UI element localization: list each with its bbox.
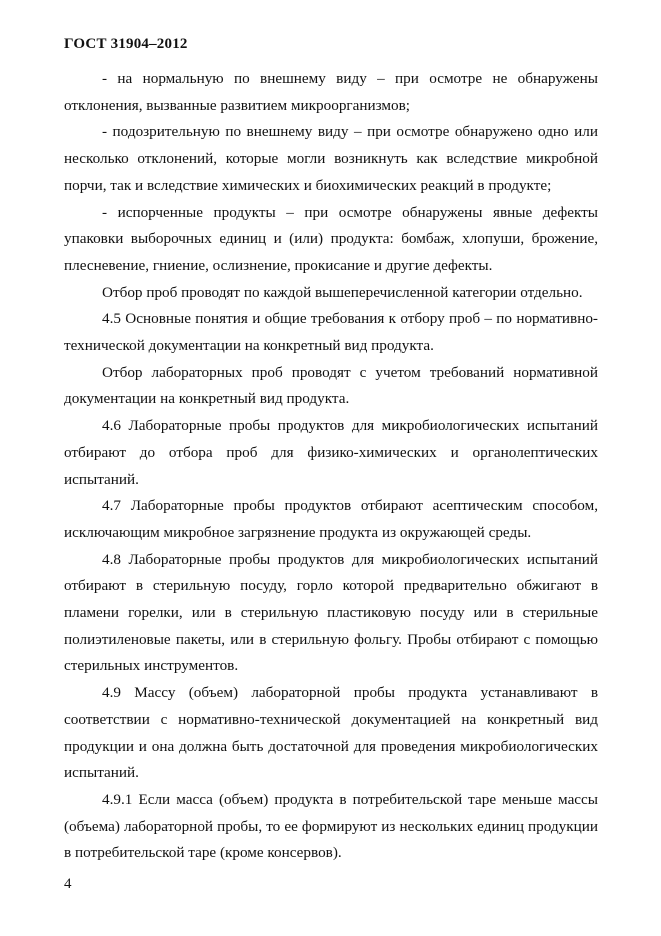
- paragraph-sampling-by-category: Отбор проб проводят по каждой вышеперечисленной категории отдельно.: [102, 283, 583, 301]
- document-body: [64, 66, 598, 867]
- paragraph-lab-sampling: Отбор лабораторных проб проводят с учетом требований нормативной документации на конкретный вид продукта.: [64, 363, 598, 408]
- paragraph-spoiled-category: - испорченные продукты – при осмотре обнаружены явные дефекты упаковки выборочных единиц и (или) продукта: бомбаж, хлопуши, брожение, плесневение, гниение, ослизнение, прокисание и другие дефекты.: [64, 203, 598, 274]
- paragraph-4-9-1: 4.9.1 Если масса (объем) продукта в потребительской таре меньше массы (объема) лабораторной пробы, то ее формируют из нескольких единиц продукции в потребительской таре (кроме консервов).: [64, 790, 598, 862]
- paragraph-4-6: 4.6 Лабораторные пробы продуктов для микробиологических испытаний отбирают до отбора проб для физико-химических и органолептических испытаний.: [64, 417, 598, 488]
- paragraph-4-9: 4.9 Массу (объем) лабораторной пробы продукта устанавливают в соответствии с нормативно-технической документацией на конкретный вид продукции и она должна быть достаточной для проведения микробиологических испытаний.: [64, 684, 598, 782]
- paragraph-normal-category: - на нормальную по внешнему виду – при осмотре не обнаружены отклонения, вызванные развитием микроорганизмов;: [64, 70, 598, 114]
- paragraph-suspicious-category: - подозрительную по внешнему виду – при осмотре обнаружено одно или несколько отклонений, которые могли возникнуть как вследствие микробной порчи, так и вследствие химических и биохимических реакций в продукте;: [64, 123, 598, 194]
- paragraph-4-5: 4.5 Основные понятия и общие требования к отбору проб – по нормативно-технической документации на конкретный вид продукта.: [64, 310, 598, 355]
- page-number: 4: [64, 876, 72, 892]
- paragraph-4-8: 4.8 Лабораторные пробы продуктов для микробиологических испытаний отбирают в стерильную посуду, горло которой предварительно обжигают в пламени горелки, или в стерильную пластиковую посуду или в стерильные полиэтиленовые пакеты, или в стерильную фольгу. Пробы отбирают с помощью стерильных инструментов.: [64, 550, 598, 675]
- document-header-standard-id: ГОСТ 31904–2012: [64, 36, 188, 52]
- paragraph-4-7: 4.7 Лабораторные пробы продуктов отбирают асептическим способом, исключающим микробное загрязнение продукта из окружающей среды.: [64, 497, 598, 541]
